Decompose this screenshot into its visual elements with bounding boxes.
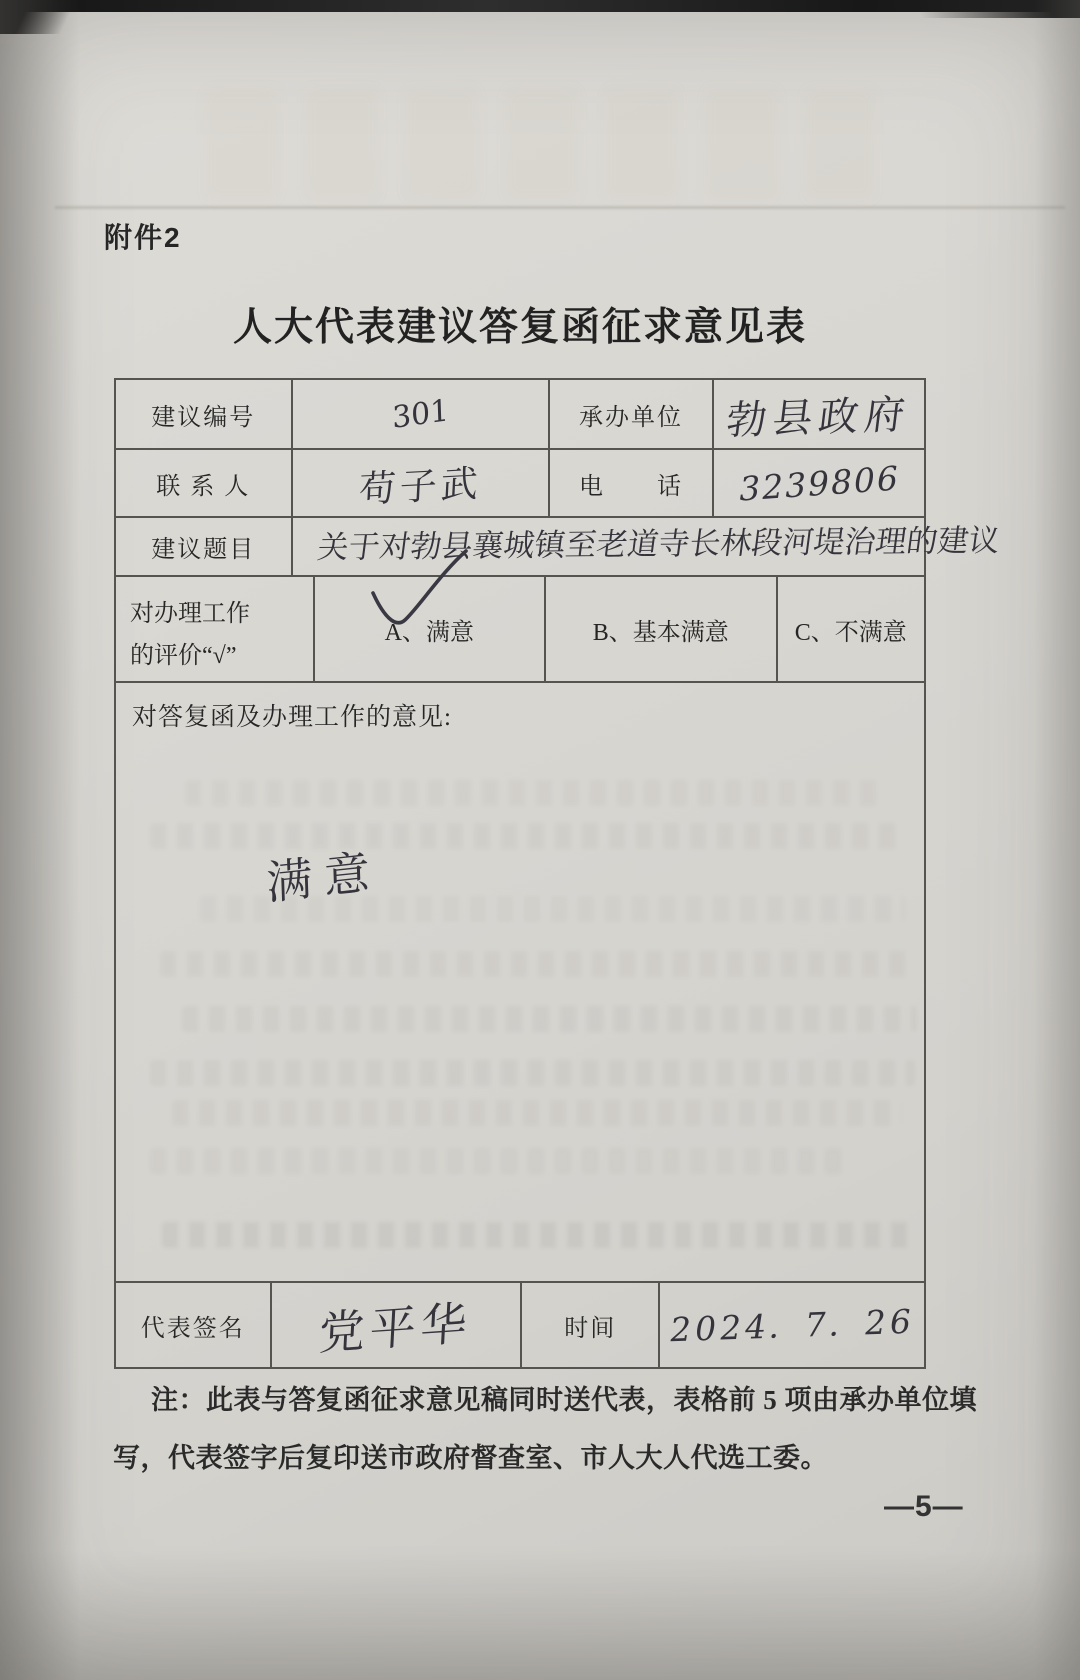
evaluation-option-c <box>778 577 924 681</box>
paper-crease <box>55 206 1065 209</box>
photo-shadow-right <box>1034 0 1080 1680</box>
evaluation-label <box>116 577 315 681</box>
table-row-evaluation <box>116 577 924 683</box>
suggestion-number-label: 建议编号 <box>116 380 293 448</box>
page-title: 人大代表建议答复函征求意见表 <box>232 306 807 349</box>
handwritten-phone-number: 3239806 <box>735 457 903 509</box>
handwritten-contact-person: 苟子武 <box>357 461 483 512</box>
phone-value <box>714 450 924 516</box>
footnote-line2: 写，代表签字后复印送市政府督查室、市人大人代选工委。 <box>113 1443 828 1473</box>
checkmark-icon <box>367 547 471 643</box>
undertaking-unit-label: 承办单位 <box>550 380 714 448</box>
time-label: 时间 <box>522 1283 660 1367</box>
time-value <box>660 1283 924 1367</box>
evaluation-label-line1: 对办理工作 <box>130 601 250 627</box>
table-row-contact <box>116 450 924 518</box>
handwritten-time: 2024. 7. 26 <box>666 1301 918 1349</box>
signature-label: 代表签名 <box>116 1283 272 1367</box>
handwritten-undertaking-unit: 勃县政府 <box>723 391 914 444</box>
table-row-signature <box>116 1283 924 1367</box>
contact-person-value <box>293 450 550 516</box>
evaluation-option-b <box>546 577 777 681</box>
handwritten-suggestion-number: 301 <box>391 392 450 436</box>
phone-label: 电 话 <box>550 450 714 516</box>
form-table <box>114 378 1002 1369</box>
signature-value <box>272 1283 523 1367</box>
photo-shadow-bottom <box>0 1550 1080 1680</box>
opinion-cell <box>116 683 924 1281</box>
option-a-label: A、满意 <box>384 619 474 646</box>
suggestion-title-label: 建议题目 <box>116 518 293 575</box>
bleed-through-heading <box>205 88 875 200</box>
table-row-suggestion-number <box>116 380 924 450</box>
contact-person-label: 联 系 人 <box>116 450 293 516</box>
option-b-label: B、基本满意 <box>592 619 729 646</box>
opinion-label: 对答复函及办理工作的意见: <box>132 704 452 731</box>
table-row-suggestion-title <box>116 518 1002 577</box>
option-c-label: C、不满意 <box>794 619 907 646</box>
page-number: —5— <box>884 1490 964 1523</box>
undertaking-unit-value <box>714 380 924 448</box>
handwritten-opinion: 满意 <box>265 843 383 911</box>
photo-shadow-left <box>0 0 80 1680</box>
evaluation-option-a <box>315 577 546 681</box>
evaluation-label-line2: 的评价“√” <box>130 643 237 669</box>
handwritten-signature: 党平华 <box>318 1295 474 1361</box>
suggestion-number-value <box>293 380 550 448</box>
table-row-opinion <box>116 683 924 1283</box>
handwritten-suggestion-title: 关于对勃县襄城镇至老道寺长林段河堤治理的建议 <box>314 522 1002 567</box>
footnote-line1: 注：此表与答复函征求意见稿同时送代表，表格前 5 项由承办单位填 <box>151 1385 977 1415</box>
attachment-label: 附件2 <box>104 222 182 253</box>
